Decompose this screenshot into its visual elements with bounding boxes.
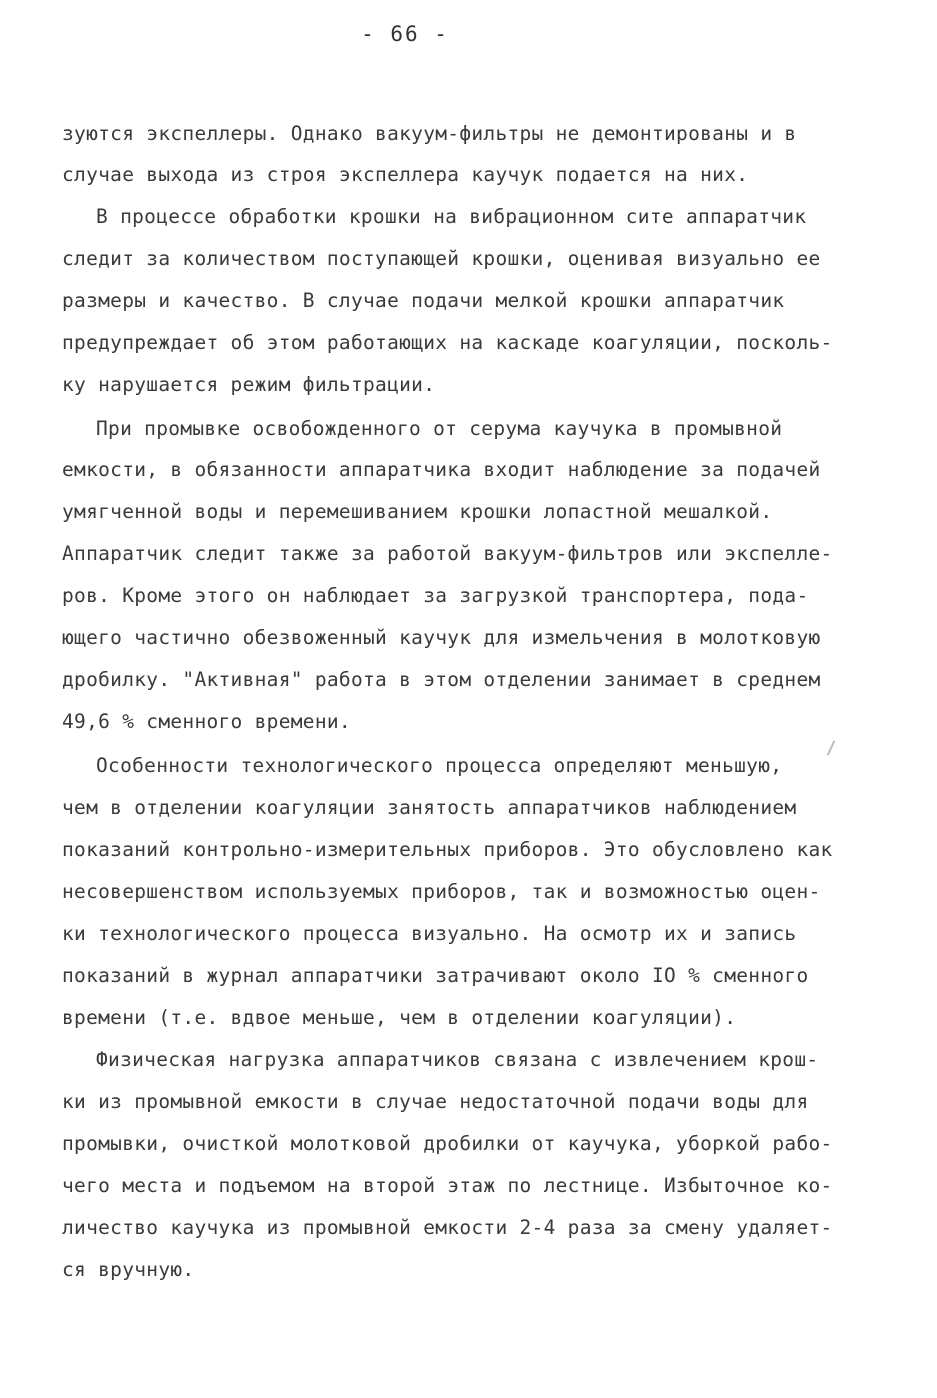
text-line: несовершенством используемых приборов, так и возможностью оцен- [62, 880, 821, 903]
text-line: При промывке освобожденного от серума каучука в промывной [96, 417, 783, 440]
text-line: умягченной воды и перемешиванием крошки лопастной мешалкой. [62, 500, 773, 523]
text-line: дробилку. "Активная" работа в этом отделении занимает в среднем [62, 668, 821, 691]
text-line: Аппаратчик следит также за работой вакуум-фильтров или экспелле- [62, 542, 833, 565]
scan-artifact [827, 740, 836, 755]
text-line: случае выхода из строя экспеллера каучук подается на них. [62, 163, 749, 186]
text-line: чем в отделении коагуляции занятость аппаратчиков наблюдением [62, 796, 797, 819]
text-line: В процессе обработки крошки на вибрационном сите аппаратчик [96, 205, 807, 228]
text-line: показаний контрольно-измерительных приборов. Это обусловлено как [62, 838, 833, 861]
text-line: времени (т.е. вдвое меньше, чем в отделении коагуляции). [62, 1006, 737, 1029]
text-line: Особенности технологического процесса определяют меньшую, [96, 754, 783, 777]
text-line: чего места и подъемом на второй этаж по лестнице. Избыточное ко- [62, 1174, 833, 1197]
text-line: ки технологического процесса визуально. На осмотр их и запись [62, 922, 797, 945]
text-line: следит за количеством поступающей крошки, оценивая визуально ее [62, 247, 821, 270]
page-number: - 66 - [361, 22, 449, 46]
text-line: промывки, очисткой молотковой дробилки от каучука, уборкой рабо- [62, 1132, 833, 1155]
text-line: емкости, в обязанности аппаратчика входит наблюдение за подачей [62, 458, 821, 481]
text-line: 49,6 % сменного времени. [62, 710, 351, 733]
text-line: Физическая нагрузка аппаратчиков связана с извлечением крош- [96, 1048, 819, 1071]
text-line: зуются экспеллеры. Однако вакуум-фильтры не демонтированы и в [62, 122, 797, 145]
text-line: ющего частично обезвоженный каучук для измельчения в молотковую [62, 626, 821, 649]
text-line: ся вручную. [62, 1258, 195, 1281]
text-line: ку нарушается режим фильтрации. [62, 373, 436, 396]
text-line: размеры и качество. В случае подачи мелкой крошки аппаратчик [62, 289, 785, 312]
text-line: ров. Кроме этого он наблюдает за загрузкой транспортера, пода- [62, 584, 809, 607]
text-line: личество каучука из промывной емкости 2-4 раза за смену удаляет- [62, 1216, 833, 1239]
text-line: ки из промывной емкости в случае недостаточной подачи воды для [62, 1090, 809, 1113]
text-line: предупреждает об этом работающих на каскаде коагуляции, посколь- [62, 331, 833, 354]
text-line: показаний в журнал аппаратчики затрачивают около IO % сменного [62, 964, 809, 987]
